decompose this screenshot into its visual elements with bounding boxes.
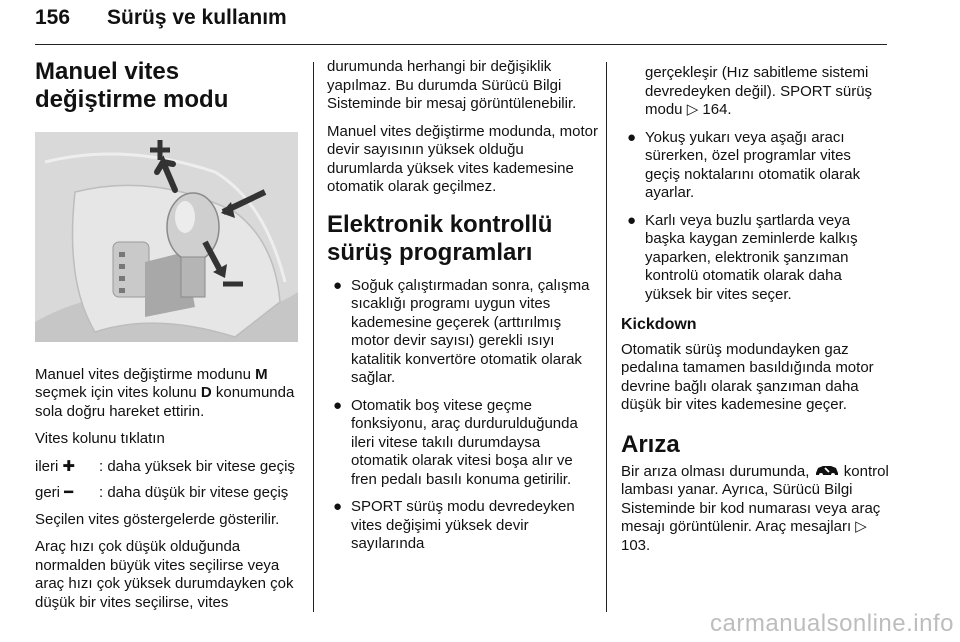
para-no-change: durumunda herhangi bir değişiklik yapılmaz. Bu durumda Sürücü Bilgi Sisteminde bir mesaj görüntülenebilir. <box>327 58 577 112</box>
watermark: carmanualsonline.info <box>710 610 954 637</box>
para-fault: Bir arıza olması durumunda, kontrol lambası yanar. Ayrıca, Sürücü Bilgi Sisteminde bir kod numarası veya araç mesajı görüntülenir. Araç mesajları ▷ 103. <box>621 462 889 554</box>
car-wrench-icon <box>814 463 840 480</box>
gear-lever-illustration <box>35 132 298 342</box>
bullet-item: ● Otomatik boş vitese geçme fonksiyonu, araç durdurulduğunda ileri vitese takılı durumdaysa otomatik olarak vitesi boşa alır ve fren pedalı basılı konuma getirilir. <box>333 396 578 488</box>
para-tap-lever: Vites kolunu tıklatın <box>35 430 165 447</box>
section-title-fault: Arıza <box>621 430 680 458</box>
para-kickdown: Otomatik sürüş modundayken gaz pedalına tamamen basıldığında motor devrine bağlı olarak şanzıman daha düşük bir vites kademesine geçer. <box>621 340 874 413</box>
page-header <box>35 6 287 30</box>
column-divider-2 <box>606 62 607 612</box>
page-number: 156 <box>35 6 71 29</box>
para-gear-display: Seçilen vites göstergelerde gösterilir. <box>35 510 280 528</box>
bullet-item: ● Yokuş yukarı veya aşağı aracı sürerken, özel programlar vites geçiş noktalarını otomatik olarak ayarlar. <box>627 128 861 201</box>
bullet-continuation: gerçekleşir (Hız sabitleme sistemi devredeyken değil). SPORT sürüş modu ▷ 164. <box>645 64 873 118</box>
section-title-manual-mode: Manuel vites değiştirme modu <box>35 58 229 113</box>
chapter-title: Sürüş ve kullanım <box>107 6 287 29</box>
column-3 <box>621 58 889 564</box>
column-2 <box>327 58 599 563</box>
row-upshift: ileri ✚ : daha yüksek bir vitese geçiş <box>35 457 295 475</box>
section-title-programs: Elektronik kontrollü sürüş programları <box>327 210 553 266</box>
column-1 <box>35 58 303 621</box>
bullet-item: ● Karlı veya buzlu şartlarda veya başka kaygan zeminlerde kalkış yaparken, elektronik şanzıman kontrolü otomatik olarak daha yüksek bir vites seçer. <box>627 211 858 303</box>
subheading-kickdown: Kickdown <box>621 316 697 333</box>
bullet-item: ● SPORT sürüş modu devredeyken vites değişimi yüksek devir sayılarında <box>333 498 575 552</box>
para-no-upshift: Manuel vites değiştirme modunda, motor devir sayısının yüksek olduğu durumlarda yüksek vites kademesine otomatik olarak geçilmez. <box>327 122 598 195</box>
row-downshift: geri ━ : daha düşük bir vitese geçiş <box>35 484 289 501</box>
para-select-m: Manuel vites değiştirme modunu M seçmek için vites kolunu D konumunda sola doğru hareket ettirin. <box>35 365 295 420</box>
column-divider-1 <box>313 62 314 612</box>
bullet-item: ● Soğuk çalıştırmadan sonra, çalışma sıcaklığı programı uygun vites kademesine geçerek (arttırılmış motor devir sayısı) gerekli ısıyı katalitik konvertöre otomatik olarak sağlar. <box>333 276 590 386</box>
header-rule <box>35 44 887 45</box>
para-speed-note: Araç hızı çok düşük olduğunda normalden büyük vites seçilirse veya araç hızı çok yüksek durumdayken çok düşük bir vites seçilirse, vites <box>35 538 294 611</box>
